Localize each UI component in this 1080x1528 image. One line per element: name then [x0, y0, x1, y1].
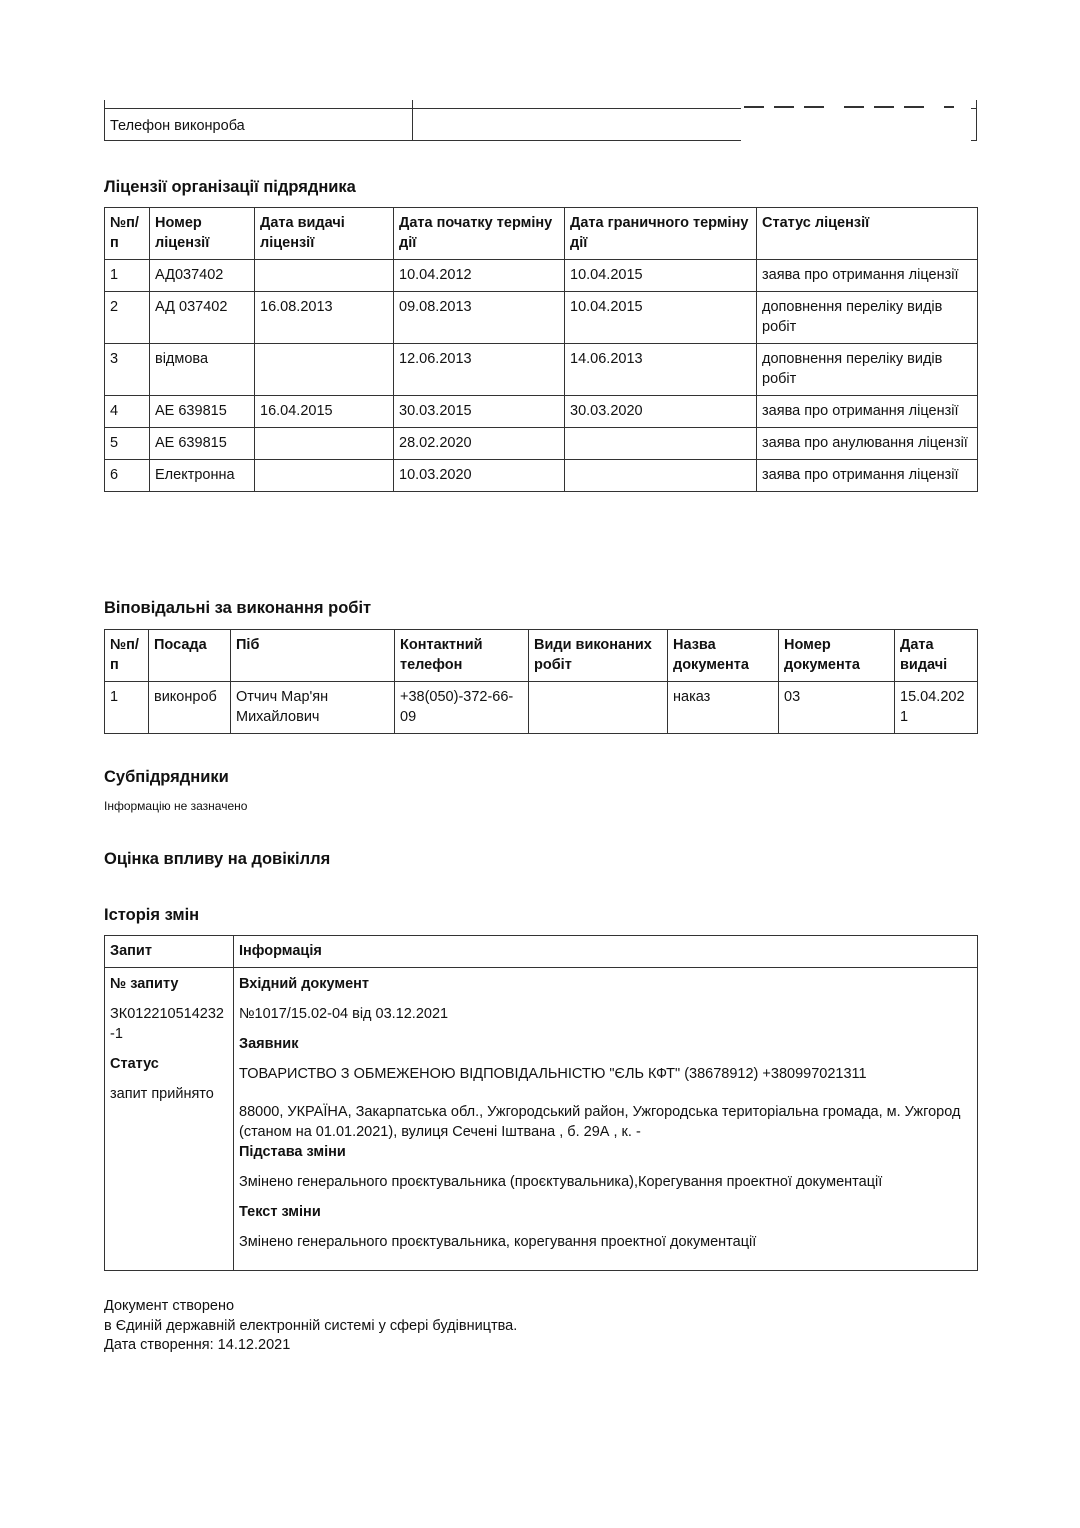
table-cell: 10.04.2015	[565, 292, 757, 344]
table-row	[105, 428, 978, 460]
table-cell	[255, 460, 394, 492]
table-cell	[565, 460, 757, 492]
table-cell: 6	[105, 460, 150, 492]
col-header: Дата граничного терміну дії	[565, 208, 757, 260]
table-cell: 10.04.2015	[565, 260, 757, 292]
document-footer	[104, 1297, 977, 1356]
table-row	[105, 260, 978, 292]
table-cell: 10.04.2012	[394, 260, 565, 292]
history-header-row	[105, 936, 978, 968]
table-row	[105, 968, 978, 1271]
contractor-phone-label: Телефон виконроба	[110, 118, 245, 134]
table-cell	[255, 428, 394, 460]
col-header: Номер документа	[779, 630, 895, 682]
table-cell: 10.03.2020	[394, 460, 565, 492]
info-cell	[234, 968, 978, 1271]
table-cell: 09.08.2013	[394, 292, 565, 344]
incoming-doc-value: №1017/15.02-04 від 03.12.2021	[239, 1006, 449, 1022]
table-cell: 15.04.2021	[895, 682, 978, 734]
incoming-doc-label: Вхідний документ	[239, 976, 370, 992]
table-cell	[565, 428, 757, 460]
table-cell: АД037402	[150, 260, 255, 292]
table-cell: виконроб	[149, 682, 231, 734]
history-title: Історія змін	[104, 906, 200, 924]
table-cell: заява про отримання ліцензії	[757, 260, 978, 292]
table-cell: 03	[779, 682, 895, 734]
table-cell	[255, 260, 394, 292]
table-cell	[255, 344, 394, 396]
table-cell	[529, 682, 668, 734]
table-cell: 12.06.2013	[394, 344, 565, 396]
responsible-title: Віповідальні за виконання робіт	[104, 599, 372, 617]
table-cell: заява про анулювання ліцензії	[757, 428, 978, 460]
col-header: №п/п	[105, 630, 149, 682]
history-table	[104, 935, 978, 1271]
table-cell: 14.06.2013	[565, 344, 757, 396]
environment-title: Оцінка впливу на довікілля	[104, 850, 331, 868]
col-header: Дата початку терміну дії	[394, 208, 565, 260]
request-number: ЗК012210514232-1	[110, 1006, 224, 1042]
col-header: Контактний телефон	[395, 630, 529, 682]
reason-label: Підстава зміни	[239, 1144, 346, 1160]
footer-line-1: Документ створено	[104, 1298, 235, 1314]
table-cell: 1	[105, 260, 150, 292]
table-cell: Отчич Мар'ян Михайлович	[231, 682, 395, 734]
col-header: Номер ліцензії	[150, 208, 255, 260]
col-header: №п/п	[105, 208, 150, 260]
reason-value: Змінено генерального проєктувальника (проєктувальника),Корегування проектної документації	[239, 1174, 883, 1190]
col-header: Посада	[149, 630, 231, 682]
table-row	[105, 682, 978, 734]
table-row	[105, 460, 978, 492]
table-cell: 16.08.2013	[255, 292, 394, 344]
status-value: запит прийнято	[110, 1086, 214, 1102]
responsible-table	[104, 629, 978, 734]
licenses-header-row	[105, 208, 978, 260]
table-cell: АД 037402	[150, 292, 255, 344]
change-text-label: Текст зміни	[239, 1204, 321, 1220]
licenses-table	[104, 207, 978, 492]
col-header: Дата видачі	[895, 630, 978, 682]
subcontractors-note: Інформацію не зазначено	[104, 799, 248, 813]
col-header: Інформація	[234, 936, 978, 968]
footer-line-3: Дата створення: 14.12.2021	[104, 1337, 291, 1353]
table-cell: доповнення переліку видів робіт	[757, 344, 978, 396]
table-cell: АЕ 639815	[150, 396, 255, 428]
table-cell: 2	[105, 292, 150, 344]
table-cell: доповнення переліку видів робіт	[757, 292, 978, 344]
col-header: Запит	[105, 936, 234, 968]
table-cell: 4	[105, 396, 150, 428]
table-row	[105, 344, 978, 396]
table-cell: 30.03.2020	[565, 396, 757, 428]
col-header: Види виконаних робіт	[529, 630, 668, 682]
col-header: Назва документа	[668, 630, 779, 682]
licenses-title: Ліцензії організації підрядника	[104, 178, 356, 196]
footer-line-2: в Єдиній державній електронній системі у сфері будівництва.	[104, 1317, 518, 1334]
table-cell: 28.02.2020	[394, 428, 565, 460]
table-cell: 30.03.2015	[394, 396, 565, 428]
col-header: Статус ліцензії	[757, 208, 978, 260]
table-cell: АЕ 639815	[150, 428, 255, 460]
table-cell: наказ	[668, 682, 779, 734]
responsible-header-row	[105, 630, 978, 682]
table-cell: Електронна	[150, 460, 255, 492]
table-cell: +38(050)-372-66-09	[395, 682, 529, 734]
col-header: Дата видачі ліцензії	[255, 208, 394, 260]
status-label: Статус	[110, 1056, 159, 1072]
table-cell: 5	[105, 428, 150, 460]
table-cell: 16.04.2015	[255, 396, 394, 428]
applicant-value: ТОВАРИСТВО З ОБМЕЖЕНОЮ ВІДПОВІДАЛЬНІСТЮ "ЄЛЬ КФТ" (38678912) +380997021311	[239, 1066, 867, 1082]
applicant-label: Заявник	[239, 1036, 299, 1052]
applicant-address: 88000, УКРАЇНА, Закарпатська обл., Ужгородський район, Ужгородська територіальна громада, м. Ужгород (станом на 01.01.2021), вулиця Сечені Іштвана , б. 29А , к. -	[239, 1104, 961, 1140]
table-cell: 3	[105, 344, 150, 396]
request-number-label: № запиту	[110, 976, 179, 992]
table-cell: 1	[105, 682, 149, 734]
table-row	[105, 292, 978, 344]
subcontractors-title: Субпідрядники	[104, 768, 229, 786]
table-cell: заява про отримання ліцензії	[757, 460, 978, 492]
col-header: Піб	[231, 630, 395, 682]
table-row	[105, 396, 978, 428]
table-cell: заява про отримання ліцензії	[757, 396, 978, 428]
request-cell	[105, 968, 234, 1271]
change-text-value: Змінено генерального проєктувальника, корегування проектної документації	[239, 1234, 757, 1250]
table-cell: відмова	[150, 344, 255, 396]
